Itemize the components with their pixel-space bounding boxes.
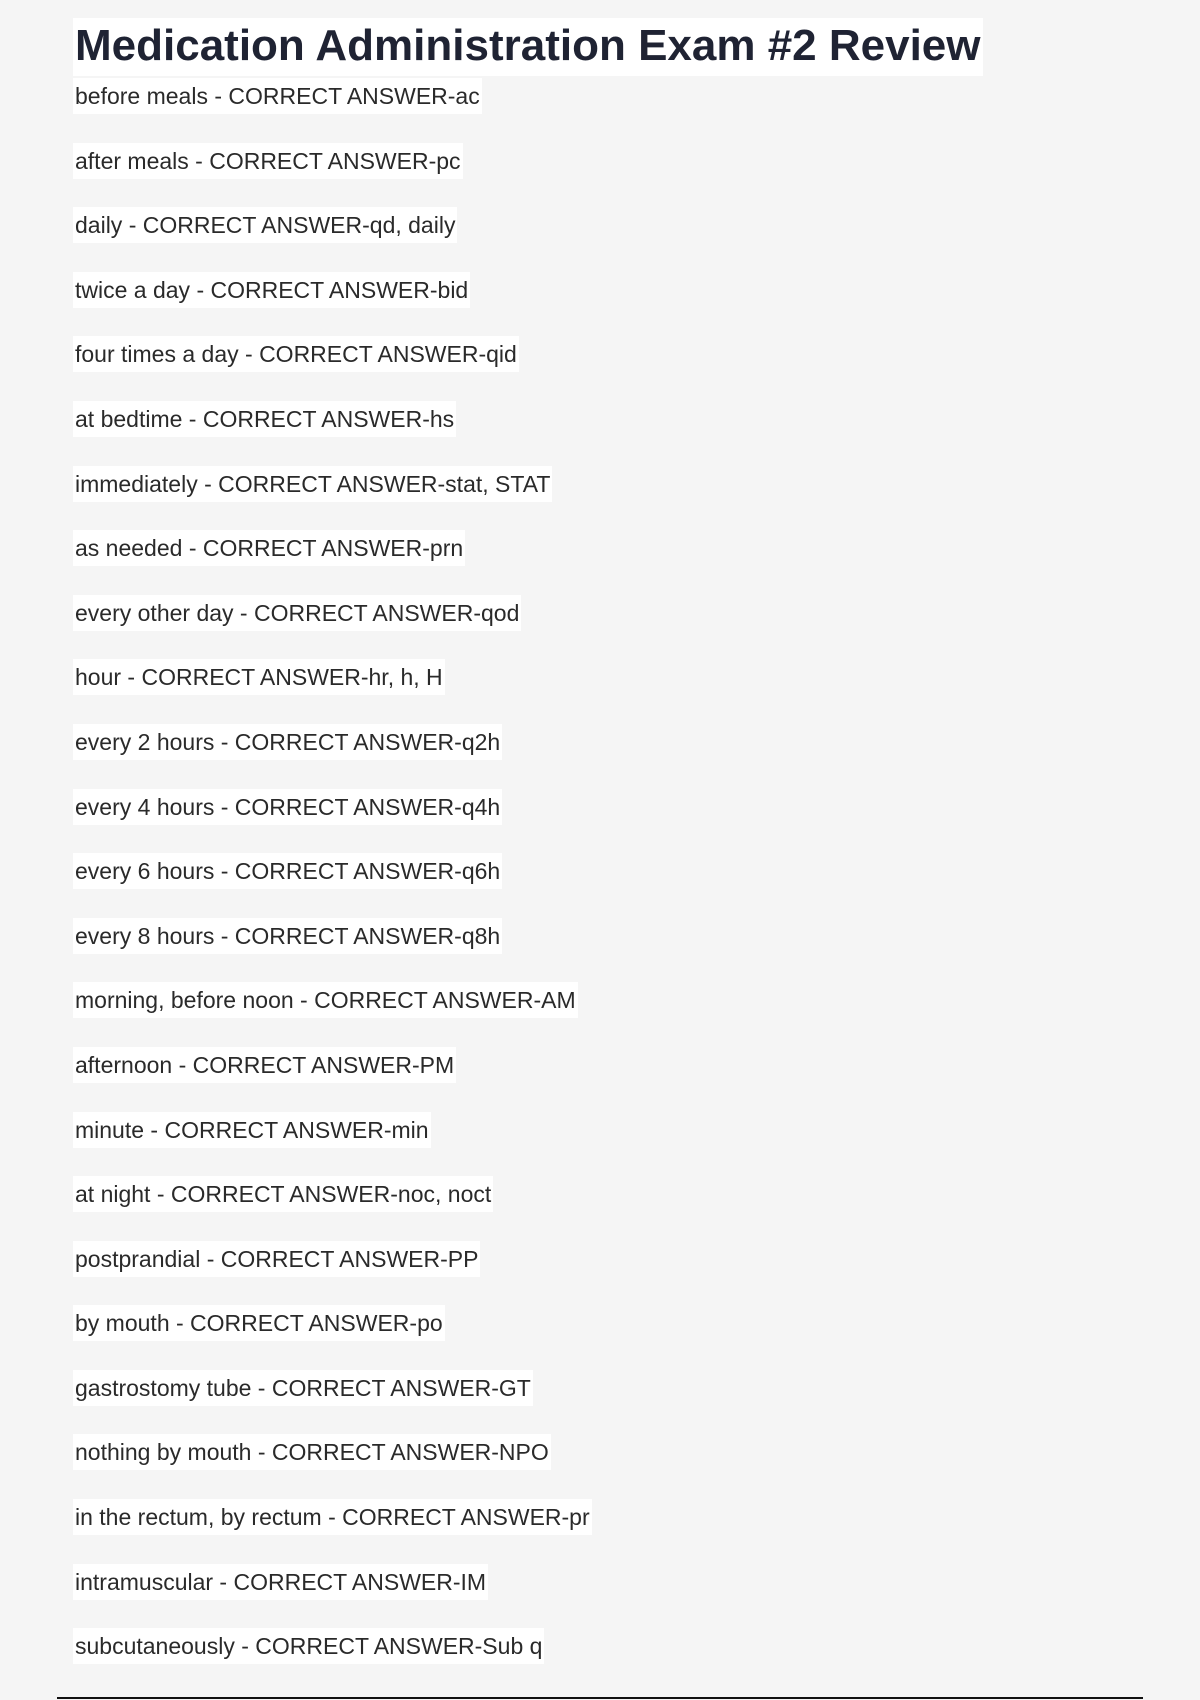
list-item bbox=[73, 207, 592, 272]
list-item bbox=[73, 1499, 592, 1564]
qa-text: immediately - CORRECT ANSWER-stat, STAT bbox=[73, 466, 552, 502]
list-item bbox=[73, 982, 592, 1047]
list-item bbox=[73, 595, 592, 660]
qa-text: morning, before noon - CORRECT ANSWER-AM bbox=[73, 982, 578, 1018]
list-item bbox=[73, 724, 592, 789]
list-item bbox=[73, 1305, 592, 1370]
qa-text: in the rectum, by rectum - CORRECT ANSWER-pr bbox=[73, 1499, 592, 1535]
qa-text: every 2 hours - CORRECT ANSWER-q2h bbox=[73, 724, 502, 760]
qa-text: gastrostomy tube - CORRECT ANSWER-GT bbox=[73, 1370, 533, 1406]
qa-text: at night - CORRECT ANSWER-noc, noct bbox=[73, 1176, 493, 1212]
qa-text: before meals - CORRECT ANSWER-ac bbox=[73, 78, 482, 114]
list-item bbox=[73, 401, 592, 466]
list-item bbox=[73, 1112, 592, 1177]
qa-text: every 8 hours - CORRECT ANSWER-q8h bbox=[73, 918, 502, 954]
list-item bbox=[73, 1434, 592, 1499]
list-item bbox=[73, 336, 592, 401]
qa-text: four times a day - CORRECT ANSWER-qid bbox=[73, 336, 519, 372]
qa-text: every other day - CORRECT ANSWER-qod bbox=[73, 595, 521, 631]
page-divider bbox=[57, 1697, 1143, 1699]
list-item bbox=[73, 659, 592, 724]
list-item bbox=[73, 853, 592, 918]
list-item bbox=[73, 918, 592, 983]
qa-text: twice a day - CORRECT ANSWER-bid bbox=[73, 272, 470, 308]
qa-text: after meals - CORRECT ANSWER-pc bbox=[73, 143, 463, 179]
list-item bbox=[73, 272, 592, 337]
list-item bbox=[73, 789, 592, 854]
list-item bbox=[73, 1628, 592, 1693]
qa-text: hour - CORRECT ANSWER-hr, h, H bbox=[73, 659, 445, 695]
list-item bbox=[73, 1176, 592, 1241]
qa-text: at bedtime - CORRECT ANSWER-hs bbox=[73, 401, 456, 437]
qa-text: subcutaneously - CORRECT ANSWER-Sub q bbox=[73, 1628, 544, 1664]
list-item bbox=[73, 1370, 592, 1435]
qa-text: intramuscular - CORRECT ANSWER-IM bbox=[73, 1564, 488, 1600]
qa-text: every 4 hours - CORRECT ANSWER-q4h bbox=[73, 789, 502, 825]
qa-text: afternoon - CORRECT ANSWER-PM bbox=[73, 1047, 456, 1083]
document-title: Medication Administration Exam #2 Review bbox=[73, 18, 983, 76]
qa-text: every 6 hours - CORRECT ANSWER-q6h bbox=[73, 853, 502, 889]
list-item bbox=[73, 1047, 592, 1112]
qa-text: as needed - CORRECT ANSWER-prn bbox=[73, 530, 465, 566]
qa-text: postprandial - CORRECT ANSWER-PP bbox=[73, 1241, 480, 1277]
qa-list bbox=[73, 78, 592, 1693]
list-item bbox=[73, 1564, 592, 1629]
list-item bbox=[73, 1241, 592, 1306]
qa-text: minute - CORRECT ANSWER-min bbox=[73, 1112, 431, 1148]
list-item bbox=[73, 143, 592, 208]
list-item bbox=[73, 466, 592, 531]
list-item bbox=[73, 78, 592, 143]
qa-text: nothing by mouth - CORRECT ANSWER-NPO bbox=[73, 1434, 551, 1470]
list-item bbox=[73, 530, 592, 595]
qa-text: by mouth - CORRECT ANSWER-po bbox=[73, 1305, 445, 1341]
qa-text: daily - CORRECT ANSWER-qd, daily bbox=[73, 207, 457, 243]
